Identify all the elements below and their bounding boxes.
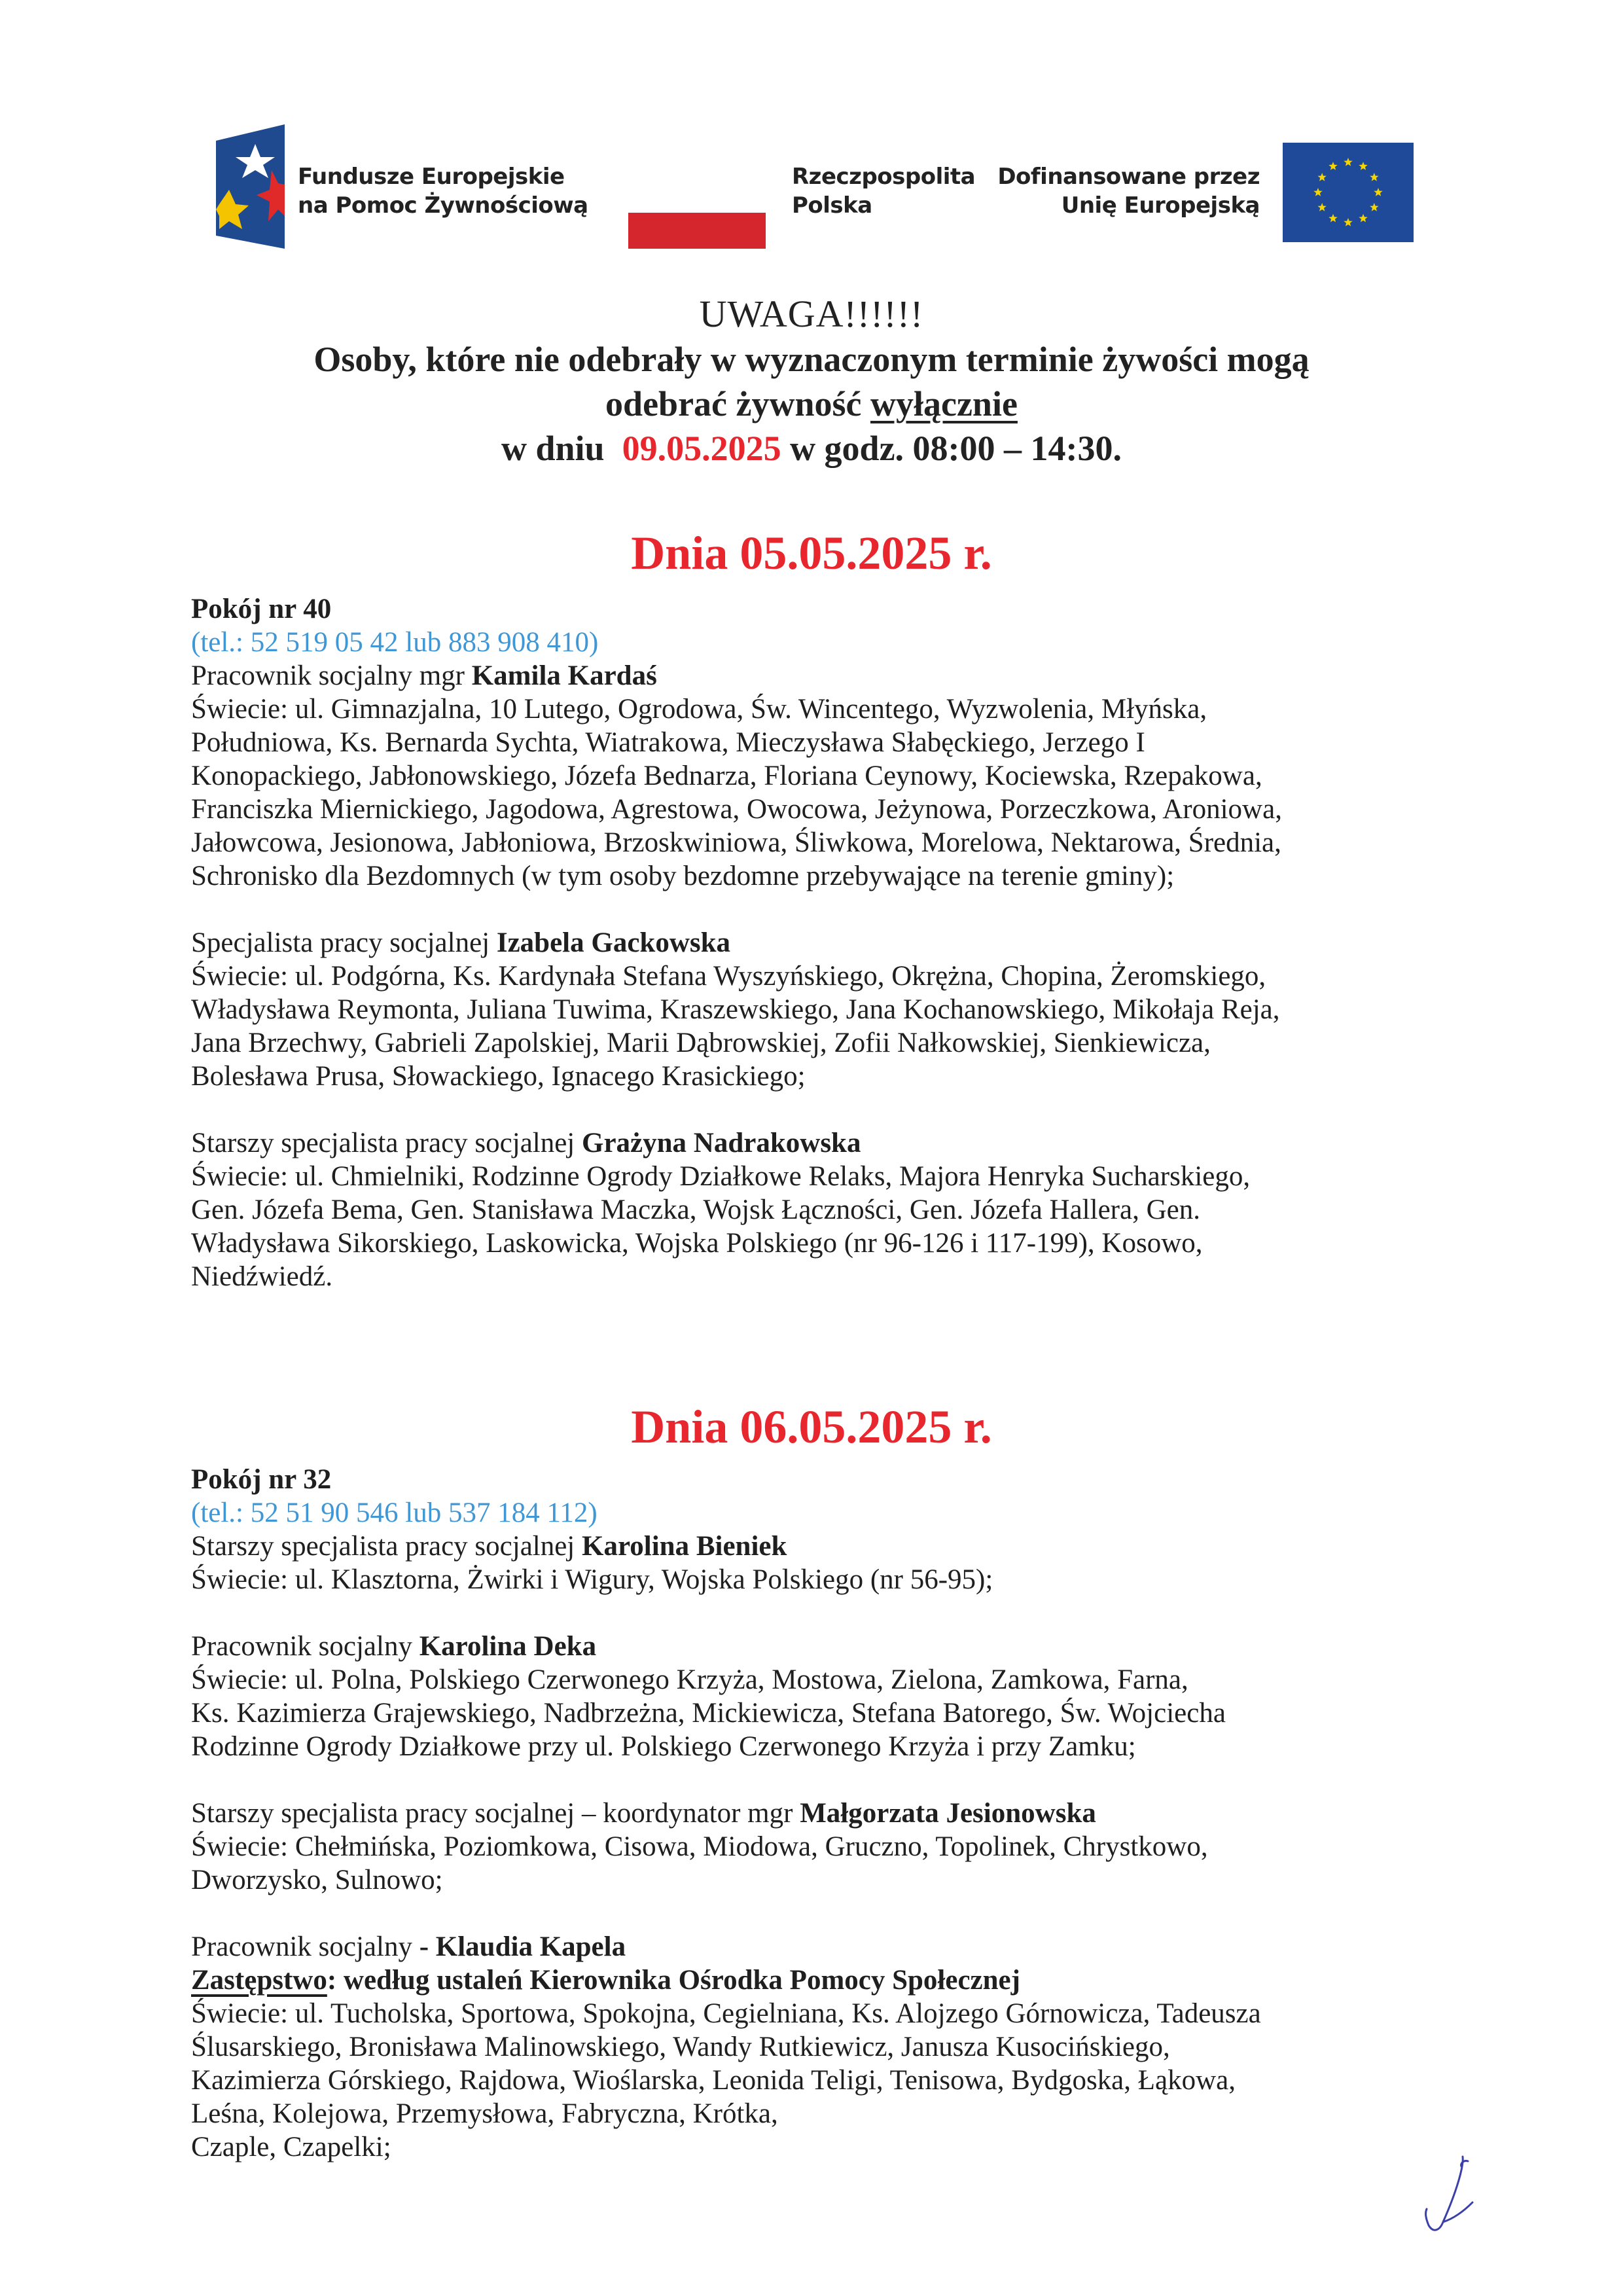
worker-role: Starszy specjalista pracy socjalnej xyxy=(191,1128,582,1158)
worker-name: Klaudia Kapela xyxy=(435,1931,626,1962)
logo-bar xyxy=(216,124,1414,249)
notice-date: 09.05.2025 xyxy=(622,429,781,468)
notice-line-3 xyxy=(0,426,1623,471)
area-line: Konopackiego, Jabłonowskiego, Józefa Bednarza, Floriana Ceynowy, Kociewska, Rzepakowa, xyxy=(191,761,1262,791)
area-line: Świecie: ul. Podgórna, Ks. Kardynała Stefana Wyszyńskiego, Okrężna, Chopina, Żeromskiego, xyxy=(191,961,1266,992)
pl-logo-line1: Rzeczpospolita xyxy=(792,164,976,190)
notice-exclusively: wyłącznie xyxy=(870,384,1018,423)
phone-numbers: (tel.: 52 519 05 42 lub 883 908 410) xyxy=(191,627,599,658)
area-line: Świecie: ul. Gimnazjalna, 10 Lutego, Ogrodowa, Św. Wincentego, Wyzwolenia, Młyńska, xyxy=(191,694,1207,725)
area-line: Leśna, Kolejowa, Przemysłowa, Fabryczna, Krótka, xyxy=(191,2098,778,2129)
phone-numbers: (tel.: 52 51 90 546 lub 537 184 112) xyxy=(191,1498,597,1528)
area-line: Czaple, Czapelki; xyxy=(191,2132,391,2162)
day-1-section xyxy=(191,592,1500,1293)
area-line: Świecie: ul. Polna, Polskiego Czerwonego Krzyża, Mostowa, Zielona, Zamkowa, Farna, xyxy=(191,1664,1188,1695)
pl-logo-line2: Polska xyxy=(792,192,872,219)
fe-logo-line2: na Pomoc Żywnościową xyxy=(298,192,588,219)
worker-role: Starszy specjalista pracy socjalnej xyxy=(191,1531,582,1562)
notice-hours: w godz. 08:00 – 14:30. xyxy=(781,429,1122,468)
day-header-1: Dnia 05.05.2025 r. xyxy=(631,527,992,579)
worker-name: Izabela Gackowska xyxy=(496,927,731,958)
notice-line-2 xyxy=(0,382,1623,426)
worker-role: Starszy specjalista pracy socjalnej – koordynator mgr xyxy=(191,1798,800,1829)
room-number: Pokój nr 32 xyxy=(191,1464,332,1495)
area-line: Świecie: ul. Tucholska, Sportowa, Spokojna, Cegielniana, Ks. Alojzego Górnowicza, Tadeusza xyxy=(191,1998,1261,2029)
polish-flag-icon xyxy=(628,177,766,249)
handwritten-initials-icon xyxy=(1417,2153,1476,2238)
area-line: Jana Brzechwy, Gabrieli Zapolskiej, Marii Dąbrowskiej, Zofii Nałkowskiej, Sienkiewicza, xyxy=(191,1028,1211,1058)
worker-name: Kamila Kardaś xyxy=(471,660,657,691)
area-line: Świecie: Chełmińska, Poziomkowa, Cisowa, Miodowa, Gruczno, Topolinek, Chrystkowo, xyxy=(191,1831,1208,1862)
eu-logo-line2: Unię Europejską xyxy=(1061,192,1260,219)
area-line: Dworzysko, Sulnowo; xyxy=(191,1865,443,1895)
fe-logo-text xyxy=(298,162,588,220)
area-line: Władysława Reymonta, Juliana Tuwima, Kraszewskiego, Jana Kochanowskiego, Mikołaja Reja, xyxy=(191,994,1280,1025)
notice-line-1: Osoby, które nie odebrały w wyznaczonym terminie żywości mogą xyxy=(313,340,1310,379)
pl-logo-text xyxy=(792,162,975,220)
worker-entry xyxy=(191,1530,1500,1596)
room-number: Pokój nr 40 xyxy=(191,594,332,624)
area-line: Kazimierza Górskiego, Rajdowa, Wioślarska, Leonida Teligi, Tenisowa, Bydgoska, Łąkowa, xyxy=(191,2065,1236,2096)
worker-entry xyxy=(191,659,1500,893)
worker-name: Małgorzata Jesionowska xyxy=(800,1798,1096,1829)
area-line: Niedźwiedź. xyxy=(191,1261,333,1292)
worker-entry xyxy=(191,1930,1500,2164)
worker-role: Specjalista pracy socjalnej xyxy=(191,927,497,958)
worker-entry xyxy=(191,1797,1500,1897)
notice-title: UWAGA!!!!!! xyxy=(699,293,924,335)
area-line: Schronisko dla Bezdomnych (w tym osoby bezdomne przebywające na terenie gminy); xyxy=(191,861,1175,891)
eu-flag-icon xyxy=(1283,143,1414,242)
area-line: Ślusarskiego, Bronisława Malinowskiego, Wandy Rutkiewicz, Janusza Kusocińskiego, xyxy=(191,2032,1170,2062)
fe-logo-line1: Fundusze Europejskie xyxy=(298,164,565,190)
area-line: Franciszka Miernickiego, Jagodowa, Agrestowa, Owocowa, Jeżynowa, Porzeczkowa, Aroniowa, xyxy=(191,794,1282,825)
worker-name: Karolina Deka xyxy=(419,1631,597,1662)
area-line: Jałowcowa, Jesionowa, Jabłoniowa, Brzoskwiniowa, Śliwkowa, Morelowa, Nektarowa, Średnia, xyxy=(191,827,1281,858)
worker-role: Pracownik socjalny xyxy=(191,1631,419,1662)
worker-role-dash: - xyxy=(419,1931,436,1962)
substitution-label: Zastępstwo xyxy=(191,1965,327,1996)
area-line: Rodzinne Ogrody Działkowe przy ul. Polskiego Czerwonego Krzyża i przy Zamku; xyxy=(191,1731,1136,1762)
worker-entry xyxy=(191,1126,1500,1293)
fe-stars-logo-icon xyxy=(216,124,285,249)
area-line: Ks. Kazimierza Grajewskiego, Nadbrzeżna, Mickiewicza, Stefana Batorego, Św. Wojciecha xyxy=(191,1698,1226,1729)
notice-line-3-prefix: w dniu xyxy=(501,429,614,468)
worker-name: Karolina Bieniek xyxy=(582,1531,787,1562)
worker-role: Pracownik socjalny mgr xyxy=(191,660,472,691)
area-line: Świecie: ul. Klasztorna, Żwirki i Wigury, Wojska Polskiego (nr 56-95); xyxy=(191,1564,993,1595)
area-line: Bolesława Prusa, Słowackiego, Ignacego Krasickiego; xyxy=(191,1061,806,1092)
eu-logo-text xyxy=(997,162,1260,220)
area-line: Południowa, Ks. Bernarda Sychta, Wiatrakowa, Mieczysława Słabęckiego, Jerzego I xyxy=(191,727,1145,758)
day-2-section xyxy=(191,1463,1500,2164)
substitution-text: : według ustaleń Kierownika Ośrodka Pomocy Społecznej xyxy=(327,1965,1020,1996)
eu-logo-line1: Dofinansowane przez xyxy=(997,164,1260,190)
worker-name: Grażyna Nadrakowska xyxy=(582,1128,861,1158)
worker-entry xyxy=(191,926,1500,1093)
area-line: Świecie: ul. Chmielniki, Rodzinne Ogrody Działkowe Relaks, Majora Henryka Sucharskiego, xyxy=(191,1161,1251,1192)
worker-role: Pracownik socjalny xyxy=(191,1931,419,1962)
notice-line-2-prefix: odebrać żywność xyxy=(605,384,870,423)
worker-entry xyxy=(191,1630,1500,1763)
area-line: Gen. Józefa Bema, Gen. Stanisława Maczka, Wojsk Łączności, Gen. Józefa Hallera, Gen. xyxy=(191,1194,1200,1225)
notice xyxy=(0,291,1623,471)
day-header-2: Dnia 06.05.2025 r. xyxy=(631,1401,992,1453)
area-line: Władysława Sikorskiego, Laskowicka, Wojska Polskiego (nr 96-126 i 117-199), Kosowo, xyxy=(191,1228,1203,1259)
